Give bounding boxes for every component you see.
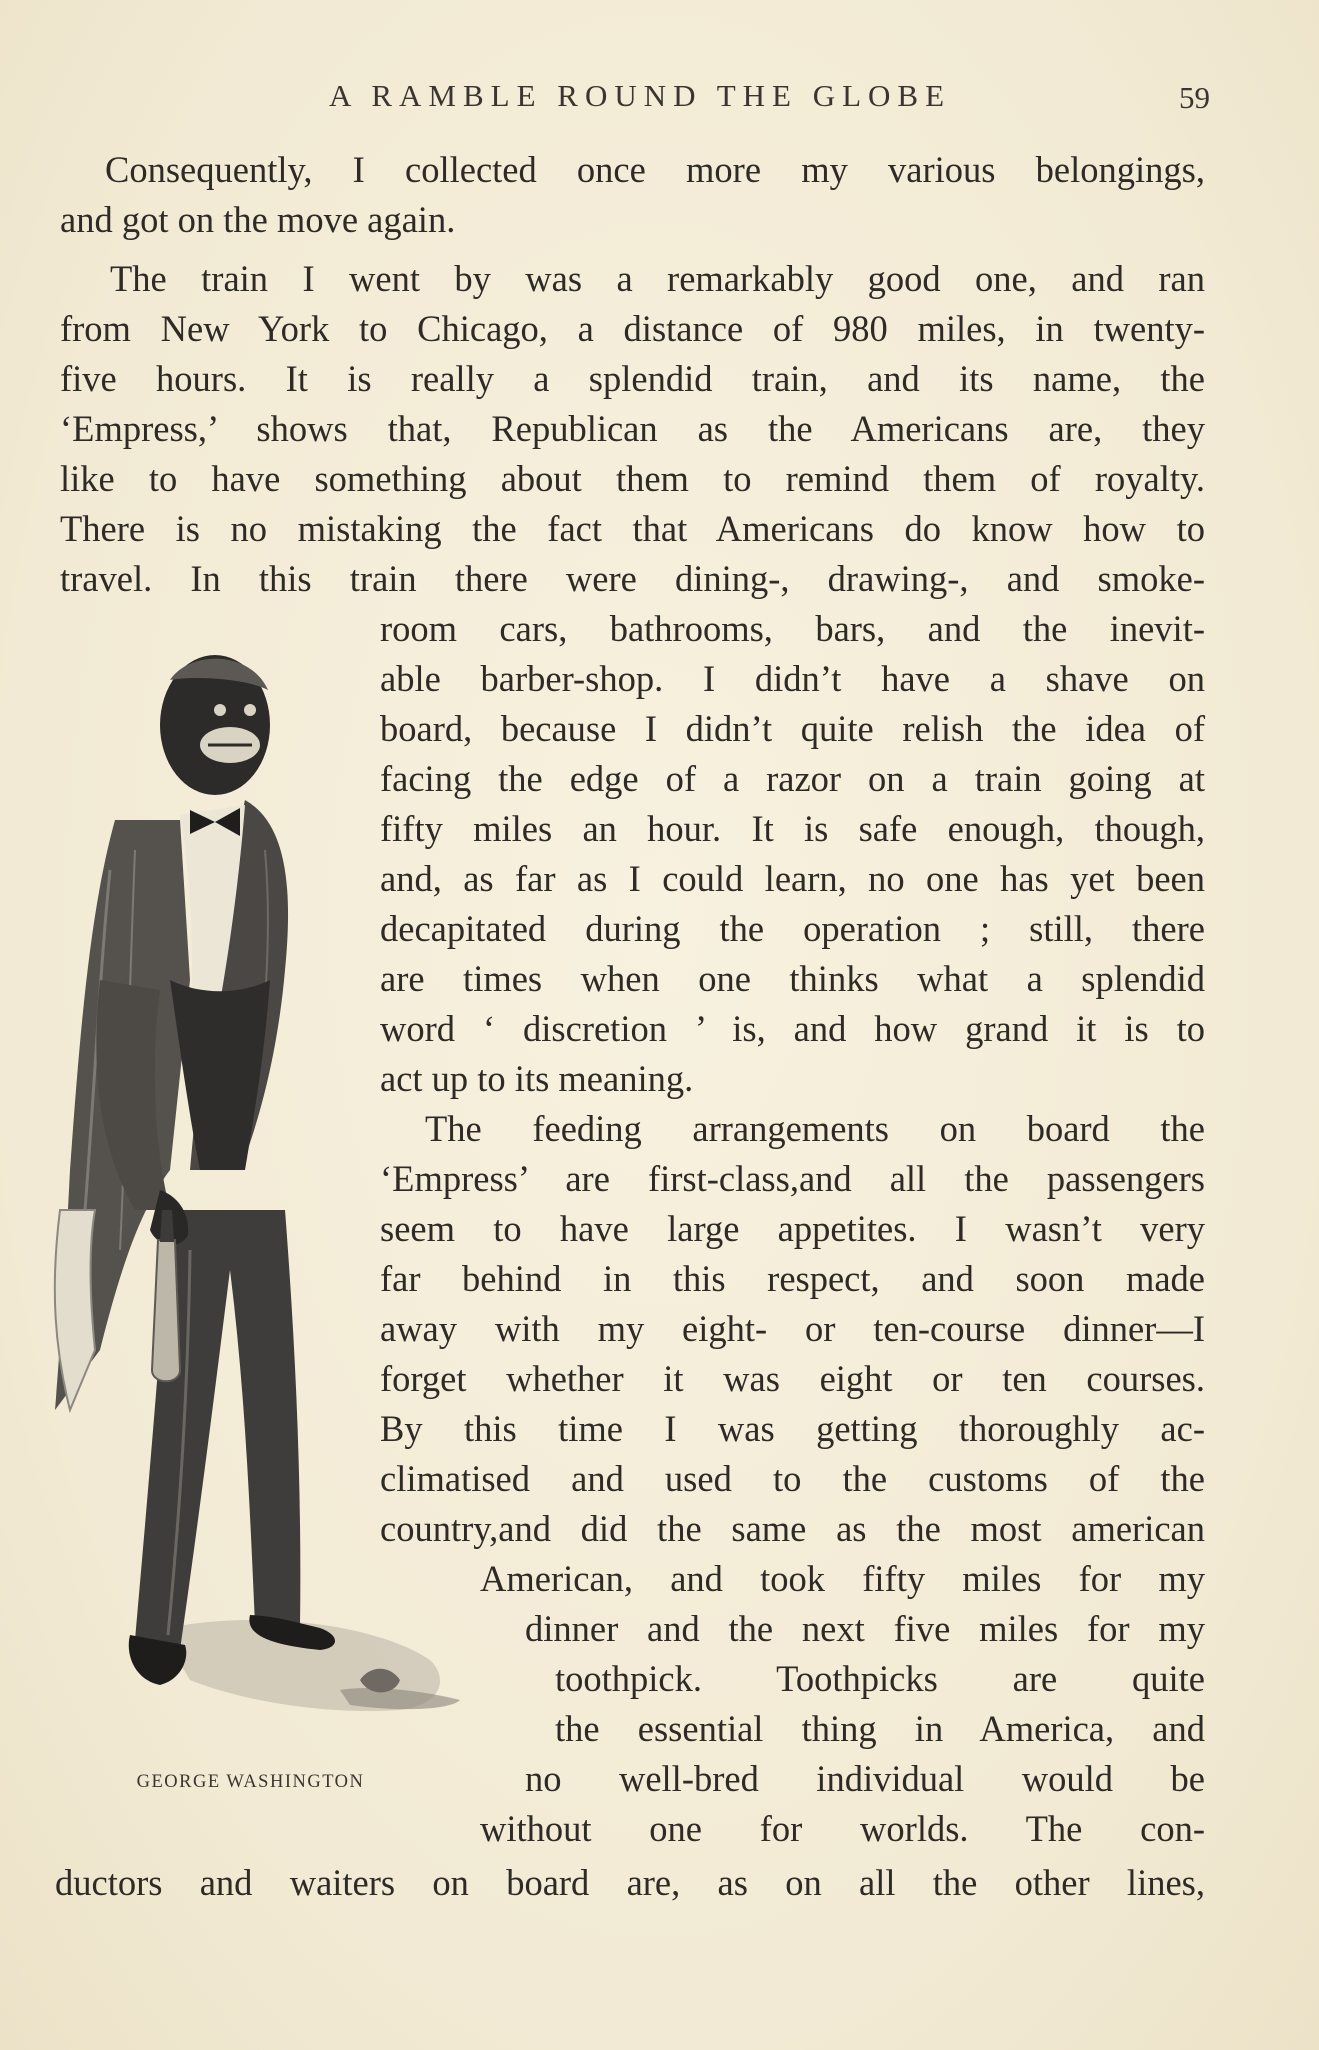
text-line-29: American, and took fifty miles for my	[480, 1558, 1205, 1599]
text-line-10: room cars, bathrooms, bars, and the inevit-	[380, 608, 1205, 649]
text-line-20: The feeding arrangements on board the	[425, 1108, 1205, 1149]
text-line-9: travel. In this train there were dining-, drawing-, and smoke-	[60, 558, 1205, 599]
text-line-18: word ‘ discretion ’ is, and how grand it is to	[380, 1008, 1205, 1049]
text-line-31: toothpick. Toothpicks are quite	[555, 1658, 1205, 1699]
text-line-3: The train I went by was a remarkably good one, and ran	[110, 258, 1205, 299]
text-line-7: like to have something about them to remind them of royalty.	[60, 458, 1205, 499]
text-line-28: country,and did the same as the most american	[380, 1508, 1205, 1549]
text-line-15: and, as far as I could learn, no one has yet been	[380, 858, 1205, 899]
text-line-24: away with my eight- or ten-course dinner—I	[380, 1308, 1205, 1349]
text-line-25: forget whether it was eight or ten courses.	[380, 1358, 1205, 1399]
text-line-6: ‘Empress,’ shows that, Republican as the Americans are, they	[60, 408, 1205, 449]
text-line-17: are times when one thinks what a splendid	[380, 958, 1205, 999]
text-line-21: ‘Empress’ are first-class,and all the passengers	[380, 1158, 1205, 1199]
text-line-2: and got on the move again.	[60, 199, 456, 240]
text-line-30: dinner and the next five miles for my	[525, 1608, 1205, 1649]
text-line-32: the essential thing in America, and	[555, 1708, 1205, 1749]
text-line-35: ductors and waiters on board are, as on all the other lines,	[55, 1862, 1205, 1903]
text-line-23: far behind in this respect, and soon made	[380, 1258, 1205, 1299]
text-line-5: five hours. It is really a splendid train, and its name, the	[60, 358, 1205, 399]
text-line-16: decapitated during the operation ; still, there	[380, 908, 1205, 949]
text-line-19: act up to its meaning.	[380, 1058, 694, 1099]
running-head-title: A RAMBLE ROUND THE GLOBE	[328, 78, 952, 113]
text-line-26: By this time I was getting thoroughly ac-	[380, 1408, 1205, 1449]
text-line-34: without one for worlds. The con-	[480, 1808, 1205, 1849]
text-line-13: facing the edge of a razor on a train going at	[380, 758, 1205, 799]
text-line-14: fifty miles an hour. It is safe enough, though,	[380, 808, 1205, 849]
text-line-4: from New York to Chicago, a distance of 980 miles, in twenty-	[60, 308, 1205, 349]
text-line-1: Consequently, I collected once more my various belongings,	[105, 149, 1205, 190]
text-line-27: climatised and used to the customs of the	[380, 1458, 1205, 1499]
text-line-22: seem to have large appetites. I wasn’t very	[380, 1208, 1205, 1249]
text-line-33: no well-bred individual would be	[525, 1758, 1205, 1799]
text-line-8: There is no mistaking the fact that Americans do know how to	[60, 508, 1205, 549]
figure-caption: GEORGE WASHINGTON	[136, 1772, 365, 1792]
page-number: 59	[1179, 80, 1210, 115]
text-line-12: board, because I didn’t quite relish the idea of	[380, 708, 1205, 749]
text-line-11: able barber-shop. I didn’t have a shave on	[380, 658, 1205, 699]
